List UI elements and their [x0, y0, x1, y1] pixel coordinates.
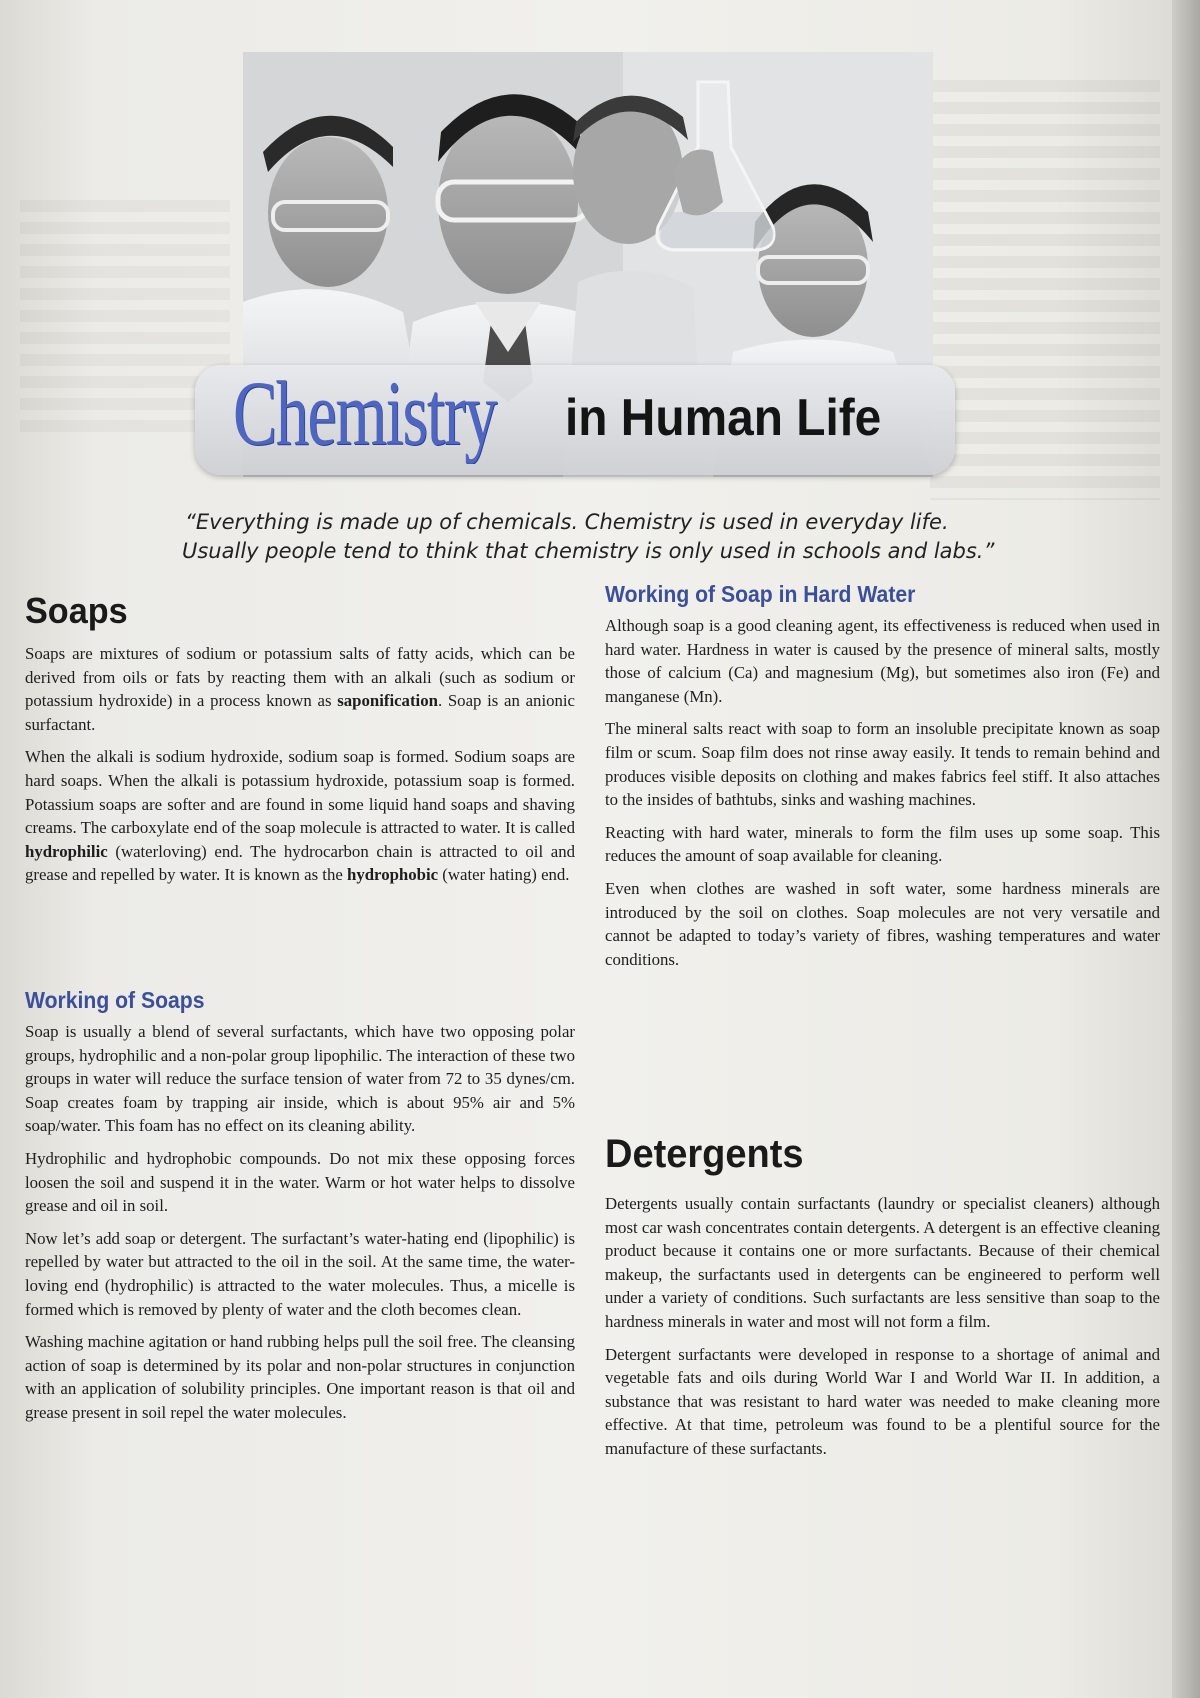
- working-of-soaps-heading: Working of Soaps: [25, 987, 205, 1013]
- hard-water-paragraph-3: Reacting with hard water, minerals to form the film uses up some soap. This reduces the amount of soap available for cleaning.: [605, 822, 1160, 866]
- opening-quote: [182, 508, 1045, 566]
- quote-line-2: Usually people tend to think that chemistry is only used in schools and labs.”: [182, 539, 995, 563]
- working-soaps-paragraph-4: Washing machine agitation or hand rubbing helps pull the soil free. The cleansing action of soap is determined by its polar and non-polar structures in conjunction with an application of solubility principles. One important reason is that oil and grease present in soil repel the water molecules.: [25, 1332, 575, 1422]
- title-chemistry: Chemistry: [233, 362, 497, 464]
- working-soaps-paragraph-1: Soap is usually a blend of several surfactants, which have two opposing polar groups, hydrophilic and a non-polar group lipophilic. The interaction of these two groups in water will reduce the surface tension of water from 72 to 35 dynes/cm. Soap creates foam by trapping air inside, which is about 95% air and 5% soap/water. This foam has no effect on its cleaning ability.: [25, 1022, 575, 1136]
- quote-line-1: “Everything is made up of chemicals. Chemistry is used in everyday life.: [185, 510, 949, 534]
- hydrophilic-term: hydrophilic: [25, 841, 108, 861]
- hard-water-paragraph-4: Even when clothes are washed in soft water, some hardness minerals are introduced by the soil on clothes. Soap molecules are not very versatile and cannot be adapted to today’s variety of fibres, washing temperatures and water conditions.: [605, 878, 1160, 969]
- hard-water-heading: Working of Soap in Hard Water: [605, 581, 916, 607]
- soaps-paragraph-2: When the alkali is sodium hydroxide, sodium soap is formed. Sodium soaps are hard soaps. When the alkali is potassium hydroxide, potassium soap is formed. Potassium soaps are softer and are found in some liquid hand soaps and shaving creams. The carboxylate end of the soap molecule is attracted to water. It is called hydrophilic (waterloving) end. The hydrocarbon chain is attracted to oil and grease and repelled by water. It is known as the hydrophobic (water hating) end.: [25, 747, 575, 885]
- title-in-human-life: in Human Life: [565, 389, 882, 447]
- working-of-soaps-section: [25, 1020, 575, 1434]
- hard-water-section: [605, 614, 1160, 980]
- detergents-paragraph-2: Detergent surfactants were developed in response to a shortage of animal and vegetable fats and oils during World War I and World War II. In addition, a substance that was resistant to hard water was needed to make cleaning more effective. At that time, petroleum was found to be a plentiful source for the manufacture of these surfactants.: [605, 1344, 1160, 1458]
- detergents-section: [605, 1192, 1160, 1470]
- soaps-heading: Soaps: [25, 590, 128, 631]
- detergents-paragraph-1: Detergents usually contain surfactants (laundry or specialist cleaners) although most car wash concentrates contain detergents. A detergent is an effective cleaning product because it contains one or more surfactants. Because of their chemical makeup, the surfactants used in detergents can be engineered to perform well under a variety of conditions. Such surfactants are less sensitive than soap to the hardness minerals in water and most will not form a film.: [605, 1194, 1160, 1331]
- hard-water-paragraph-2: The mineral salts react with soap to form an insoluble precipitate known as soap film or scum. Soap film does not rinse away easily. It tends to remain behind and produces visible deposits on clothing and makes fabrics feel stiff. It also attaches to the insides of bathtubs, sinks and washing machines.: [605, 719, 1160, 810]
- page-edge-shadow: [1172, 0, 1200, 1698]
- saponification-term: saponification: [337, 691, 438, 711]
- hydrophobic-term: hydrophobic: [347, 865, 439, 885]
- working-soaps-paragraph-2: Hydrophilic and hydrophobic compounds. Do not mix these opposing forces loosen the soil and suspend it in the water. Warm or hot water helps to dissolve grease and oil in soil.: [25, 1148, 575, 1216]
- bleed-through-right: [930, 80, 1160, 500]
- working-soaps-paragraph-3: Now let’s add soap or detergent. The surfactant’s water-hating end (lipophilic) is repelled by water but attracted to the oil in the soil. At the same time, the water-loving end (hydrophilic) is attracted to the water molecules. Thus, a micelle is formed which is removed by plenty of water and the cloth becomes clean.: [25, 1228, 575, 1319]
- soaps-section: [25, 642, 575, 896]
- soaps-paragraph-1: Soaps are mixtures of sodium or potassium salts of fatty acids, which can be derived from oils or fats by reacting them with an alkali (such as sodium or potassium hydroxide) in a process known as saponification. Soap is an anionic surfactant.: [25, 644, 575, 734]
- hard-water-paragraph-1: Although soap is a good cleaning agent, its effectiveness is reduced when used in hard water. Hardness in water is caused by the presence of mineral salts, mostly those of calcium (Ca) and magnesium (Mg), but sometimes also iron (Fe) and manganese (Mn).: [605, 616, 1160, 706]
- detergents-heading: Detergents: [605, 1132, 804, 1176]
